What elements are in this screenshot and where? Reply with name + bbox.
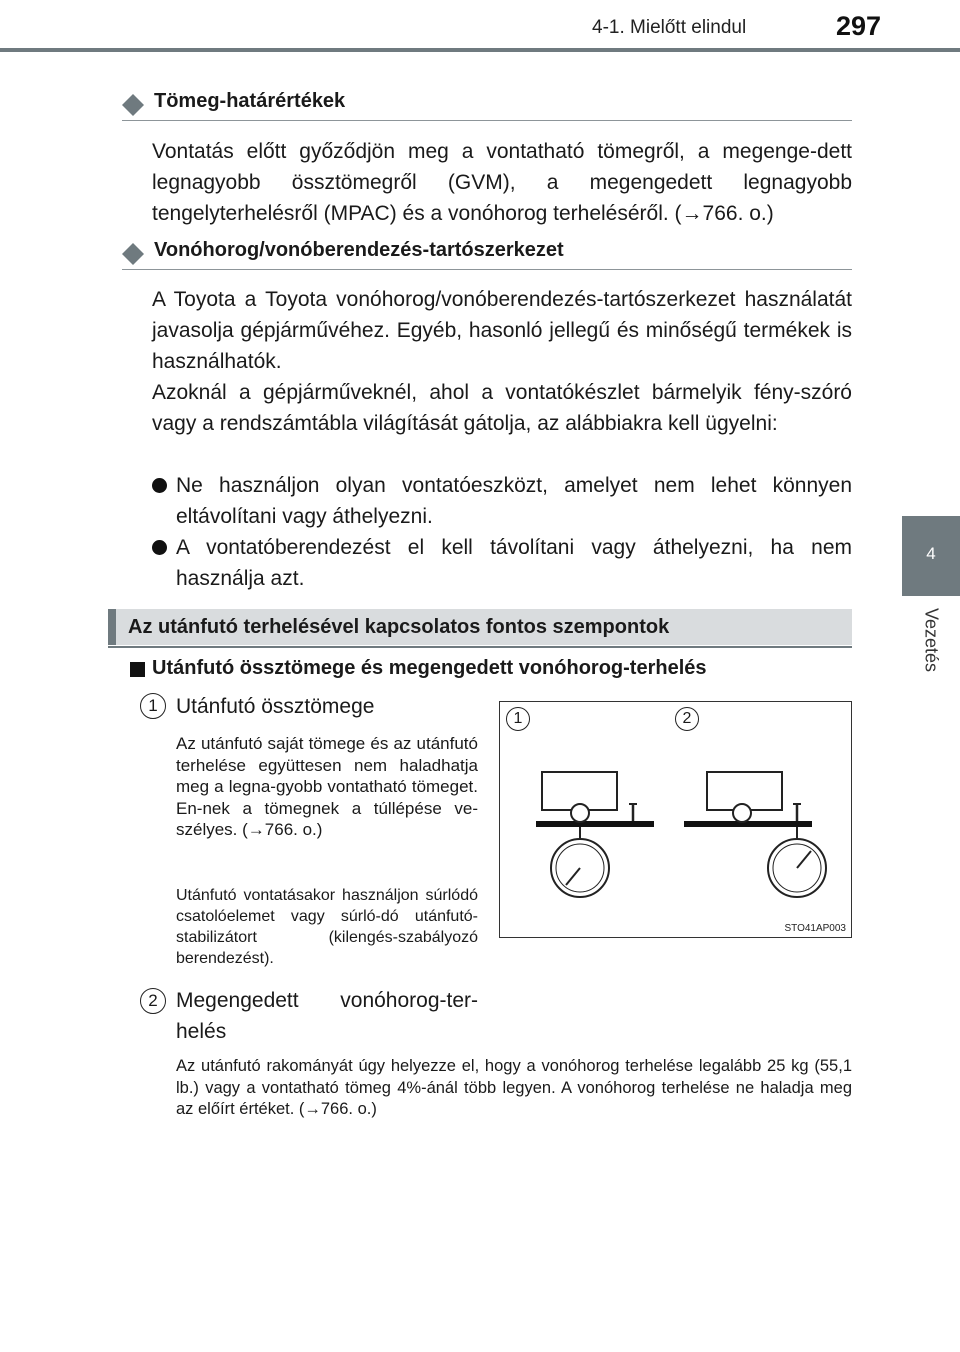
figure-label-1: 1 — [506, 707, 530, 731]
item-text: Az utánfutó rakományát úgy helyezze el, hogy a vonóhorog terhelése legalább 25 kg (55,1 lb.) vagy a vontatható tömeg 4%-ánál több legyen. A vonóhorog terhelése ne haladja meg az előírt értéket. (→766. o.) — [176, 1057, 852, 1118]
item-title-line2: helés — [176, 1020, 227, 1043]
item-title-line1: Megengedett vonóhorog-ter- — [176, 989, 478, 1012]
diamond-icon — [122, 94, 144, 116]
paragraph: Azoknál a gépjárműveknél, ahol a vontatókészlet bármelyik fény-szóró vagy a rendszámtábla világítását gátolja, az alábbiakra kell ügyelni: — [152, 381, 852, 435]
trailer-weight-figure — [499, 701, 852, 938]
section-title: Tömeg-határértékek — [154, 90, 346, 112]
topic-banner — [108, 609, 852, 645]
paragraph: A Toyota a Toyota vonóhorog/vonóberendezés-tartószerkezet használatát javasolja gépjárművéhez. Egyéb, hasonló jellegű és minőségű termékek is használhatók. — [152, 288, 852, 373]
item-number-1: 1 — [140, 693, 166, 719]
trailer-weight-illustration — [500, 702, 850, 936]
item-text: Az utánfutó saját tömege és az utánfutó terhelése együttesen nem haladhatja meg a legna-gyobb vontatható tömeget. En-nek a tömegnek a túllépése ve-szélyes. (→766. o.) — [176, 734, 478, 839]
chapter-title: Vezetés — [921, 607, 942, 673]
item-title: Utánfutó össztömege — [176, 695, 375, 718]
item-number-2: 2 — [140, 988, 166, 1014]
section-title: Vonóhorog/vonóberendezés-tartószerkezet — [154, 239, 564, 261]
bullet-icon — [152, 478, 167, 493]
item-note: Utánfutó vontatásakor használjon súrlódó csatolóelemet vagy súrló-dó utánfutó-stabilizátort (kilengés-szabályozó berendezést). — [176, 887, 478, 967]
chapter-number: 4 — [926, 544, 936, 563]
section-rule — [122, 269, 852, 270]
chapter-tab — [902, 516, 960, 596]
figure-label-2: 2 — [675, 707, 699, 731]
page-number: 297 — [836, 11, 882, 41]
banner-rule — [108, 646, 852, 648]
figure-code: STO41AP003 — [784, 923, 846, 934]
header-section-title: 4-1. Mielőtt elindul — [592, 17, 747, 38]
section-rule — [122, 120, 852, 121]
paragraph: Vontatás előtt győződjön meg a vontatható tömegről, a megenge-dett legnagyobb össztömegről (GVM), a megengedett legnagyobb tengelyterhelésről (MPAC) és a vonóhorog terheléséről. (→766. o.) — [152, 140, 852, 225]
header-rule — [0, 48, 960, 52]
bullet-icon — [152, 540, 167, 555]
diamond-icon — [122, 243, 144, 265]
bullet-text: A vontatóberendezést el kell távolítani vagy áthelyezni, ha nem használja azt. — [176, 536, 852, 590]
bullet-text: Ne használjon olyan vontatóeszközt, amelyet nem lehet könnyen eltávolítani vagy áthelyezni. — [176, 474, 852, 528]
subsection-title: Utánfutó össztömege és megengedett vonóhorog-terhelés — [152, 657, 707, 679]
banner-title: Az utánfutó terhelésével kapcsolatos fontos szempontok — [128, 616, 670, 638]
square-bullet-icon — [130, 662, 145, 677]
